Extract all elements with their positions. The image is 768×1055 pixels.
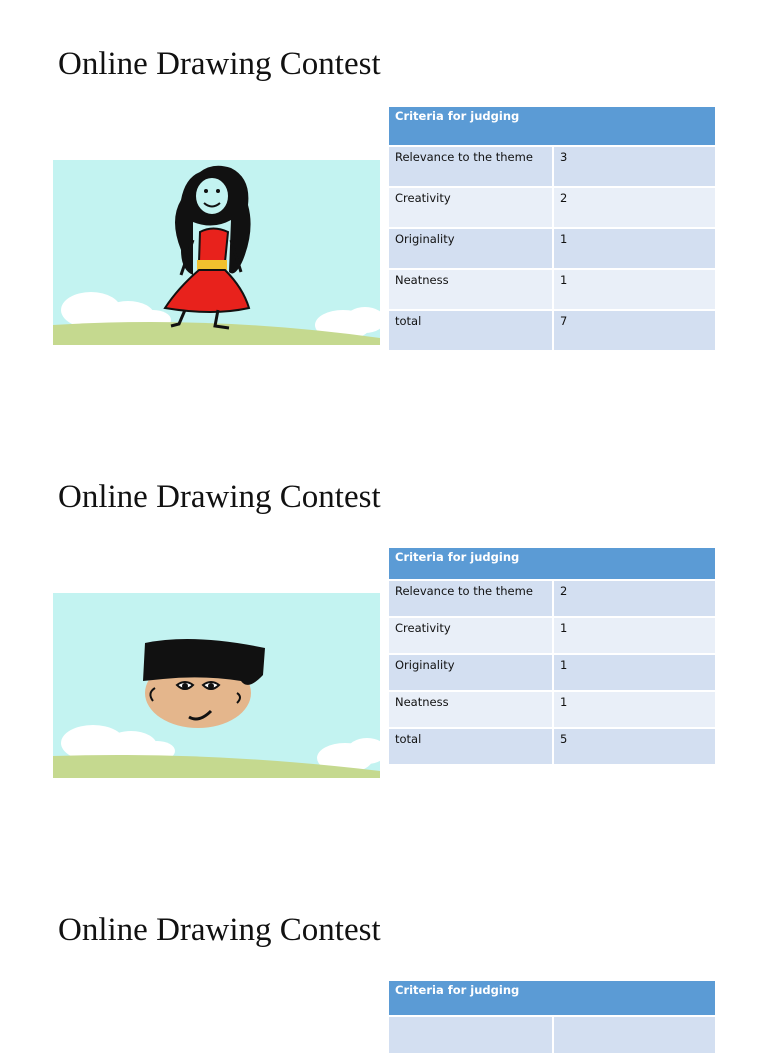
- total-score: 5: [554, 729, 715, 766]
- criterion-score: 1: [554, 692, 715, 729]
- criterion-score: 2: [554, 188, 715, 229]
- criterion-label: Relevance to the theme: [389, 147, 554, 188]
- table-row: [389, 618, 715, 655]
- table-row: [389, 229, 715, 270]
- total-label: total: [389, 729, 554, 766]
- criterion-score: 2: [554, 581, 715, 618]
- table-header: Criteria for judging: [389, 107, 715, 147]
- criterion-score: [554, 1017, 715, 1055]
- table-row: [389, 188, 715, 229]
- criterion-label: Relevance to the theme: [389, 581, 554, 618]
- entry-2-drawing: [53, 593, 380, 778]
- table-row: [389, 655, 715, 692]
- entry-1-criteria-table: [389, 107, 715, 352]
- table-row: [389, 729, 715, 766]
- criterion-score: 1: [554, 270, 715, 311]
- table-row: [389, 1017, 715, 1055]
- criterion-label: Originality: [389, 655, 554, 692]
- criterion-label: Neatness: [389, 270, 554, 311]
- girl-drawing: [53, 160, 380, 345]
- criterion-score: 1: [554, 229, 715, 270]
- total-label: total: [389, 311, 554, 352]
- criterion-score: 1: [554, 655, 715, 692]
- entry-2-criteria-table: [389, 548, 715, 766]
- criterion-score: 3: [554, 147, 715, 188]
- criterion-label: Neatness: [389, 692, 554, 729]
- entry-1-title: Online Drawing Contest: [58, 46, 381, 82]
- boy-face-drawing: [53, 593, 380, 778]
- criterion-score: 1: [554, 618, 715, 655]
- table-row: [389, 692, 715, 729]
- criterion-label: Creativity: [389, 188, 554, 229]
- table-row: [389, 270, 715, 311]
- table-row: [389, 311, 715, 352]
- table-row: [389, 147, 715, 188]
- total-score: 7: [554, 311, 715, 352]
- table-header: Criteria for judging: [389, 548, 715, 581]
- entry-1-drawing: [53, 160, 380, 345]
- criterion-label: Originality: [389, 229, 554, 270]
- entry-3-title: Online Drawing Contest: [58, 912, 381, 948]
- criterion-label: [389, 1017, 554, 1055]
- entry-3-criteria-table: [389, 981, 715, 1055]
- table-header: Criteria for judging: [389, 981, 715, 1017]
- table-row: [389, 581, 715, 618]
- criterion-label: Creativity: [389, 618, 554, 655]
- entry-2-title: Online Drawing Contest: [58, 479, 381, 515]
